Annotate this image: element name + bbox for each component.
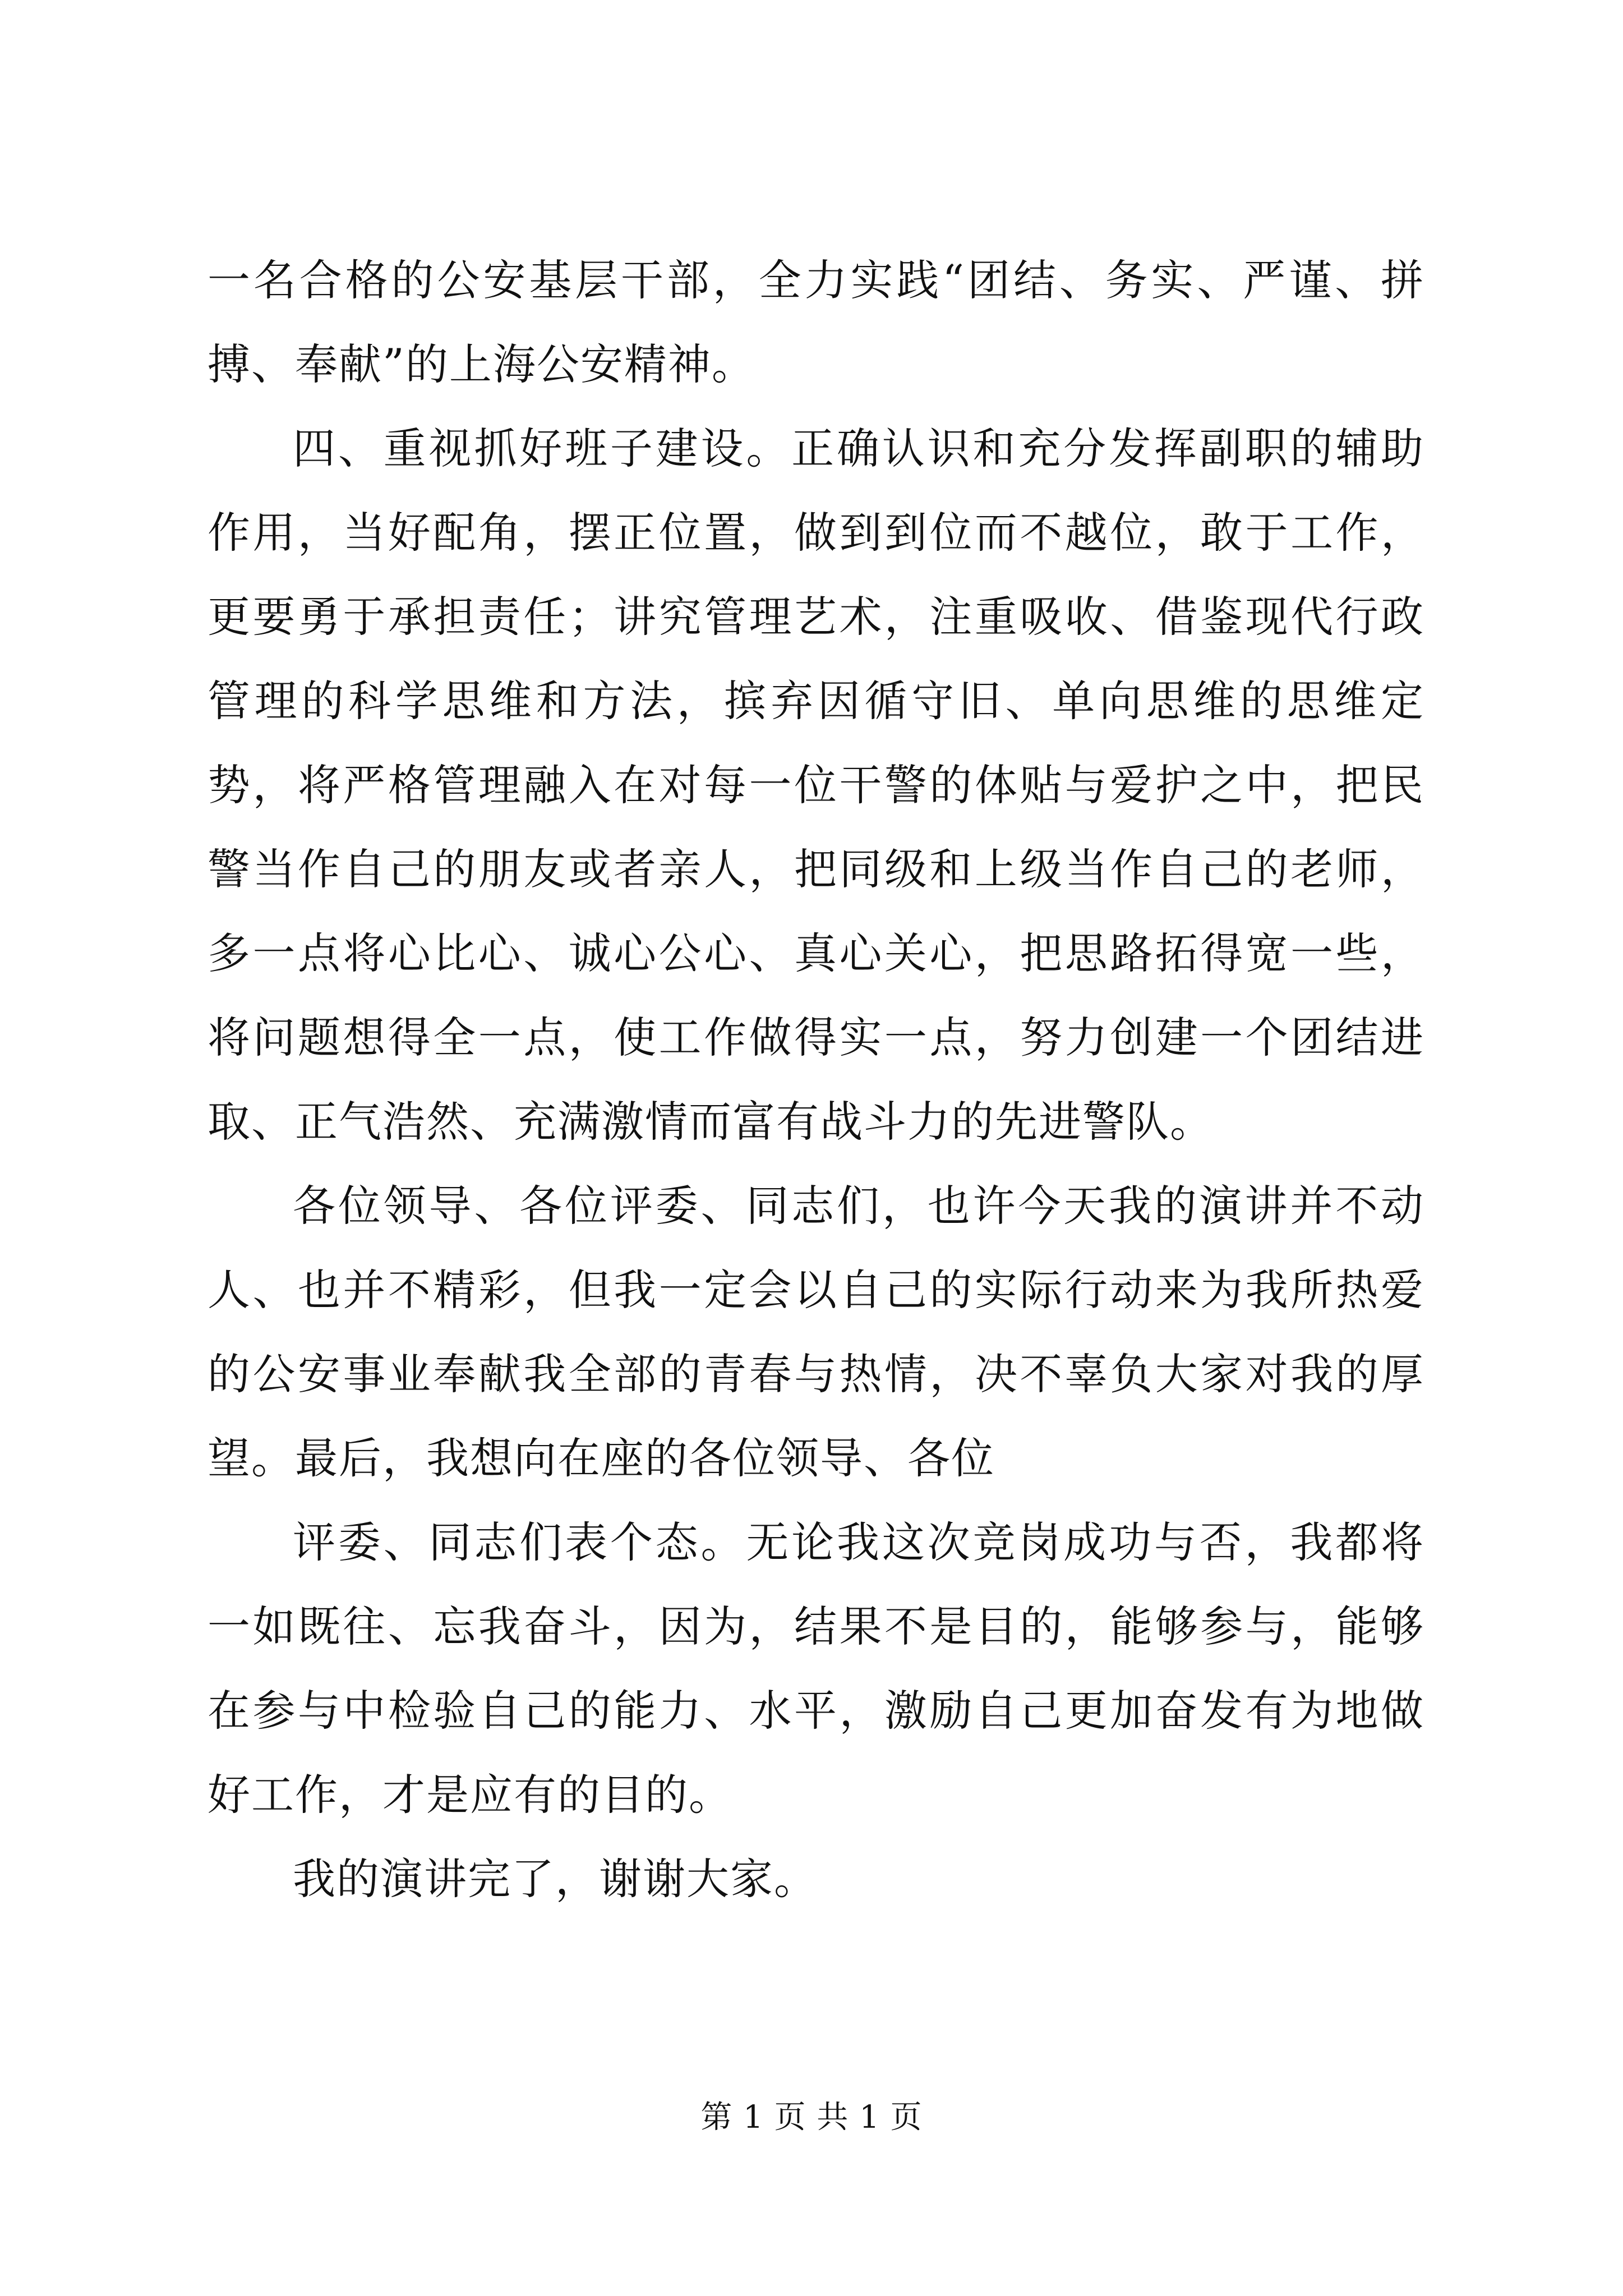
paragraph-continuation: 一名合格的公安基层干部，全力实践“团结、务实、严谨、拼搏、奉献”的上海公安精神。 bbox=[208, 255, 1424, 389]
paragraph-statement: 评委、同志们表个态。无论我这次竞岗成功与否，我都将一如既往、忘我奋斗，因为，结果不是目的，能够参与，能够在参与中检验自己的能力、水平，激励自己更加奋发有为地做好工作，才是应有的目的。 bbox=[208, 1517, 1424, 1820]
paragraph-thanks: 我的演讲完了，谢谢大家。 bbox=[293, 1854, 818, 1904]
page-footer: 第 1 页 共 1 页 bbox=[700, 2099, 923, 2136]
paragraph-closing-address: 各位领导、各位评委、同志们，也许今天我的演讲并不动人、也并不精彩，但我一定会以自己的实际行动来为我所热爱的公安事业奉献我全部的青春与热情，决不辜负大家对我的厚望。最后，我想向在座的各位领导、各位 bbox=[208, 1181, 1424, 1483]
paragraph-team-building: 四、重视抓好班子建设。正确认识和充分发挥副职的辅助作用，当好配角，摆正位置，做到到位而不越位，敢于工作，更要勇于承担责任；讲究管理艺术，注重吸收、借鉴现代行政管理的科学思维和方法，摈弃因循守旧、单向思维的思维定势，将严格管理融入在对每一位干警的体贴与爱护之中，把民警当作自己的朋友或者亲人，把同级和上级当作自己的老师，多一点将心比心、诚心公心、真心关心，把思路拓得宽一些，将问题想得全一点，使工作做得实一点，努力创建一个团结进取、正气浩然、充满激情而富有战斗力的先进警队。 bbox=[208, 424, 1424, 1147]
document-body bbox=[208, 238, 1424, 1921]
